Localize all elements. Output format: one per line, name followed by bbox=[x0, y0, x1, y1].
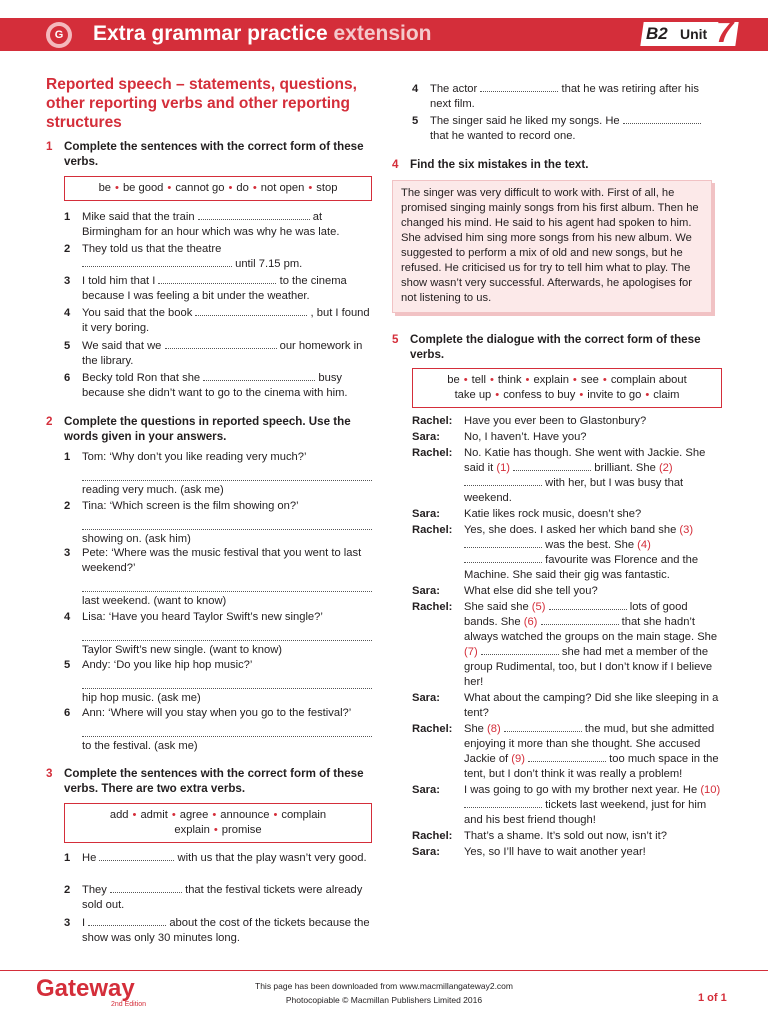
ex5-number: 5 bbox=[392, 333, 399, 346]
question-text: Tina: ‘Which screen is the film showing on?’ bbox=[82, 500, 299, 512]
answer-line[interactable] bbox=[82, 631, 372, 641]
dialogue-segment: Have you ever been to Glastonbury? bbox=[464, 415, 647, 427]
speaker-name: Sara: bbox=[412, 431, 440, 443]
item-pre: Becky told Ron that she bbox=[82, 372, 204, 384]
item-number: 3 bbox=[64, 917, 71, 929]
bullet-separator: • bbox=[525, 374, 530, 386]
word-option: be bbox=[447, 374, 460, 386]
ex3-item bbox=[64, 883, 372, 913]
dialogue-segment: tickets last weekend, just for him and his best friend though! bbox=[464, 799, 707, 826]
dialogue-segment: Yes, so I’ll have to wait another year! bbox=[464, 846, 646, 858]
answer-ending bbox=[64, 532, 372, 547]
dialogue-text bbox=[412, 845, 722, 860]
dialogue-segment: with her, but I was busy that weekend. bbox=[464, 477, 684, 504]
item-post: that the festival tickets were already sold out. bbox=[82, 884, 363, 911]
dialogue-text bbox=[412, 430, 722, 445]
dialogue-text bbox=[412, 783, 722, 828]
dialogue-text bbox=[412, 414, 722, 429]
answer-line[interactable] bbox=[82, 679, 372, 689]
word-option: agree bbox=[179, 809, 209, 821]
bullet-separator: • bbox=[115, 182, 119, 194]
dialogue-segment: favourite was Florence and the Machine. She said their gig was fantastic. bbox=[464, 554, 699, 581]
gap-number: (6) bbox=[523, 616, 538, 628]
dialogue-segment: Yes, she does. I asked her which band she bbox=[464, 524, 677, 536]
ex1-item bbox=[64, 210, 372, 240]
item-number: 1 bbox=[64, 451, 71, 463]
word-option: take up bbox=[454, 389, 492, 401]
gap-number: (5) bbox=[531, 601, 546, 613]
bullet-separator: • bbox=[579, 389, 584, 401]
bullet-separator: • bbox=[171, 809, 176, 821]
dialogue-segment: was the best. She bbox=[545, 539, 635, 551]
answer-gap[interactable] bbox=[481, 645, 559, 655]
item-text bbox=[64, 851, 372, 866]
item-number: 4 bbox=[412, 83, 419, 95]
item-pre: They bbox=[82, 884, 110, 896]
answer-ending bbox=[64, 483, 372, 498]
ex1-item bbox=[64, 274, 372, 304]
answer-gap[interactable] bbox=[541, 615, 619, 625]
item-post: about the cost of the tickets because the show was only 30 minutes long. bbox=[82, 917, 370, 944]
word-option: add bbox=[109, 809, 129, 821]
unit-number: 7 bbox=[716, 13, 734, 49]
item-question bbox=[64, 546, 372, 576]
question-text: Ann: ‘Where will you stay when you go to the festival?’ bbox=[82, 707, 352, 719]
item-text bbox=[64, 242, 372, 272]
word-option: be good bbox=[122, 182, 164, 194]
item-number: 4 bbox=[64, 307, 71, 319]
gap-number: (9) bbox=[511, 753, 525, 765]
ex1-item bbox=[64, 242, 372, 272]
dialogue-line bbox=[412, 722, 722, 782]
gap-number: (1) bbox=[496, 462, 511, 474]
item-number: 5 bbox=[64, 340, 71, 352]
item-text bbox=[64, 210, 372, 240]
speaker-name: Rachel: bbox=[412, 601, 453, 613]
word-option: invite to go bbox=[587, 389, 642, 401]
dialogue-segment: She said she bbox=[464, 601, 529, 613]
item-pre: He bbox=[82, 852, 100, 864]
answer-gap[interactable] bbox=[464, 538, 542, 548]
item-pre: You said that the book bbox=[82, 307, 196, 319]
ex1-item bbox=[64, 306, 372, 336]
answer-gap[interactable] bbox=[464, 553, 542, 563]
unit-level: B2 bbox=[646, 24, 668, 43]
item-text bbox=[64, 339, 372, 369]
question-text: Tom: ‘Why don’t you like reading very much?’ bbox=[82, 451, 307, 463]
dialogue-segment: too much space in the tent, but I don’t think it was really a problem! bbox=[464, 753, 719, 780]
ex3-number: 3 bbox=[46, 767, 53, 780]
dialogue-line bbox=[412, 845, 722, 860]
item-text bbox=[64, 371, 372, 401]
speaker-name: Rachel: bbox=[412, 830, 453, 842]
grammar-logo-icon: G bbox=[46, 22, 72, 48]
gap-number: (7) bbox=[464, 646, 478, 658]
item-number: 2 bbox=[64, 884, 71, 896]
bullet-separator: • bbox=[572, 374, 577, 386]
unit-label: Unit bbox=[680, 26, 708, 42]
dialogue-segment: She bbox=[464, 723, 484, 735]
item-number: 1 bbox=[64, 211, 71, 223]
dialogue-segment: What else did she tell you? bbox=[464, 585, 598, 597]
bullet-separator: • bbox=[273, 809, 278, 821]
ex2-number: 2 bbox=[46, 415, 53, 428]
bullet-separator: • bbox=[645, 389, 650, 401]
item-question bbox=[64, 658, 372, 673]
item-post: our homework in the library. bbox=[82, 340, 363, 367]
item-number: 6 bbox=[64, 372, 71, 384]
answer-gap[interactable] bbox=[528, 752, 606, 762]
bullet-separator: • bbox=[167, 182, 172, 194]
answer-line[interactable] bbox=[82, 471, 372, 481]
gap-number: (10) bbox=[700, 784, 721, 796]
answer-gap[interactable] bbox=[623, 114, 701, 124]
item-pre: We said that we bbox=[82, 340, 165, 352]
item-number: 4 bbox=[64, 611, 71, 623]
dialogue-segment: she had met a member of the group Rudimental, too, but I don’t know if I believe her! bbox=[464, 646, 713, 688]
word-option: promise bbox=[221, 824, 262, 836]
answer-ending bbox=[64, 594, 372, 609]
answer-gap[interactable] bbox=[464, 476, 542, 486]
answer-ending-text: last weekend. (want to know) bbox=[82, 595, 227, 607]
bullet-separator: • bbox=[463, 374, 468, 386]
item-pre: The actor bbox=[430, 83, 481, 95]
answer-gap[interactable] bbox=[464, 798, 542, 808]
answer-ending-text: to the festival. (ask me) bbox=[82, 740, 198, 752]
ex1-word-box bbox=[64, 176, 372, 201]
ex3-item bbox=[64, 851, 372, 866]
dialogue-line bbox=[412, 691, 722, 721]
dialogue-line bbox=[412, 523, 722, 583]
word-option: explain bbox=[174, 824, 210, 836]
item-number: 6 bbox=[64, 707, 71, 719]
dialogue-line bbox=[412, 446, 722, 506]
dialogue-segment: I was going to go with my brother next year. He bbox=[464, 784, 698, 796]
word-option: do bbox=[236, 182, 249, 194]
page-number: 1 of 1 bbox=[698, 992, 727, 1004]
footer-divider bbox=[0, 970, 768, 971]
ex5-instruction: Complete the dialogue with the correct form of these verbs. bbox=[410, 333, 701, 361]
answer-ending bbox=[64, 643, 372, 658]
title-main: Extra grammar practice bbox=[93, 22, 328, 45]
download-notice: This page has been downloaded from www.macmillangateway2.com bbox=[255, 981, 513, 991]
item-number: 5 bbox=[64, 659, 71, 671]
ex1-number: 1 bbox=[46, 140, 53, 153]
bullet-separator: • bbox=[495, 389, 500, 401]
dialogue-segment: No, I haven’t. Have you? bbox=[464, 431, 587, 443]
item-post: that he was retiring after his next film. bbox=[430, 83, 699, 110]
answer-ending-text: reading very much. (ask me) bbox=[82, 484, 224, 496]
ex2-item bbox=[64, 546, 372, 609]
word-line bbox=[71, 181, 365, 196]
dialogue-segment: No. Katie has though. She went with Jackie. She said it bbox=[464, 447, 706, 474]
ex1-item bbox=[64, 371, 372, 401]
gap-number: (4) bbox=[637, 539, 651, 551]
speaker-name: Rachel: bbox=[412, 524, 453, 536]
item-post: at Birmingham for an hour which was why he was late. bbox=[82, 211, 340, 238]
answer-gap[interactable] bbox=[158, 274, 276, 284]
gateway-logo: Gateway bbox=[36, 975, 135, 1002]
ex2-instruction: Complete the questions in reported speech. Use the words given in your answers. bbox=[64, 415, 351, 443]
bullet-separator: • bbox=[489, 374, 494, 386]
word-option: tell bbox=[471, 374, 486, 386]
item-number: 3 bbox=[64, 275, 71, 287]
answer-ending-text: hip hop music. (ask me) bbox=[82, 692, 201, 704]
question-text: Andy: ‘Do you like hip hop music?’ bbox=[82, 659, 253, 671]
item-text bbox=[64, 883, 372, 913]
item-post: until 7.15 pm. bbox=[235, 258, 303, 270]
word-option: complain bbox=[281, 809, 327, 821]
item-post: with us that the play wasn’t very good. bbox=[177, 852, 367, 864]
gap-number: (3) bbox=[679, 524, 694, 536]
ex5-word-box bbox=[412, 368, 722, 408]
answer-line[interactable] bbox=[82, 727, 372, 737]
page-title bbox=[93, 21, 432, 47]
edition-label: 2nd Edition bbox=[111, 1001, 147, 1008]
ex4-text-box: The singer was very difficult to work with. First of all, he promised singing mainly songs from his first album. Then he changed his mind. He said to his agent had spoken to him. She advised him sing more songs from his new album. We suggested to perform a mix of old and new songs, but he refused. He criticised us for try to tell him what to play. The show wasn’t very successful. Afterwards, he apologises for not listening to us. bbox=[392, 180, 712, 313]
dialogue-line bbox=[412, 600, 722, 690]
bullet-separator: • bbox=[213, 824, 218, 836]
ex2-item bbox=[64, 706, 372, 754]
item-post: that he wanted to record one. bbox=[430, 130, 576, 142]
answer-ending-text: showing on. (ask him) bbox=[82, 533, 191, 545]
word-option: not open bbox=[260, 182, 305, 194]
bullet-separator: • bbox=[228, 182, 233, 194]
answer-gap[interactable] bbox=[504, 722, 582, 732]
answer-gap[interactable] bbox=[82, 257, 232, 267]
speaker-name: Sara: bbox=[412, 692, 440, 704]
gap-number: (2) bbox=[658, 462, 673, 474]
word-line bbox=[419, 388, 715, 403]
dialogue-text bbox=[412, 691, 722, 721]
question-text: Lisa: ‘Have you heard Taylor Swift’s new single?’ bbox=[82, 611, 323, 623]
dialogue-segment: Katie likes rock music, doesn’t she? bbox=[464, 508, 642, 520]
item-number: 3 bbox=[64, 547, 71, 559]
ex2-item bbox=[64, 610, 372, 658]
word-option: see bbox=[580, 374, 599, 386]
ex3-word-box bbox=[64, 803, 372, 843]
ex5-dialogue bbox=[412, 414, 722, 861]
dialogue-line bbox=[412, 430, 722, 445]
dialogue-line bbox=[412, 507, 722, 522]
item-text bbox=[64, 274, 372, 304]
dialogue-line bbox=[412, 414, 722, 429]
answer-gap[interactable] bbox=[198, 210, 310, 220]
ex4-number: 4 bbox=[392, 158, 399, 171]
ex1-instruction: Complete the sentences with the correct form of these verbs. bbox=[64, 140, 364, 168]
word-line bbox=[71, 823, 365, 838]
answer-ending bbox=[64, 691, 372, 706]
bullet-separator: • bbox=[212, 809, 217, 821]
item-post: busy because she didn’t want to go to the cinema with him. bbox=[82, 372, 348, 399]
word-option: stop bbox=[316, 182, 338, 194]
item-text bbox=[412, 114, 722, 144]
ex3-heading bbox=[46, 767, 372, 796]
dialogue-line bbox=[412, 829, 722, 844]
ex3-instruction: Complete the sentences with the correct form of these verbs. There are two extra verbs. bbox=[64, 767, 364, 795]
item-question bbox=[64, 499, 372, 514]
item-text bbox=[64, 916, 372, 946]
answer-gap[interactable] bbox=[549, 600, 627, 610]
item-post: to the cinema because I was feeling a bit under the weather. bbox=[82, 275, 347, 302]
answer-gap[interactable] bbox=[513, 461, 591, 471]
item-question bbox=[64, 610, 372, 625]
answer-gap[interactable] bbox=[110, 883, 182, 893]
item-text bbox=[412, 82, 722, 112]
header-bar bbox=[0, 13, 768, 51]
answer-line[interactable] bbox=[82, 520, 372, 530]
dialogue-text bbox=[412, 507, 722, 522]
ex4-instruction: Find the six mistakes in the text. bbox=[410, 158, 589, 171]
speaker-name: Rachel: bbox=[412, 723, 453, 735]
ex4-heading bbox=[392, 158, 722, 173]
ex2-item bbox=[64, 658, 372, 706]
word-option: be bbox=[98, 182, 112, 194]
item-question bbox=[64, 706, 372, 721]
answer-gap[interactable] bbox=[480, 82, 558, 92]
ex3-item bbox=[412, 82, 722, 112]
dialogue-text bbox=[412, 829, 722, 844]
word-option: confess to buy bbox=[503, 389, 576, 401]
item-pre: Mike said that the train bbox=[82, 211, 198, 223]
item-number: 5 bbox=[412, 115, 419, 127]
word-option: admit bbox=[140, 809, 168, 821]
item-post: , but I found it very boring. bbox=[82, 307, 370, 334]
item-pre: They told us that the theatre bbox=[82, 243, 222, 255]
word-line bbox=[71, 808, 365, 823]
word-option: announce bbox=[220, 809, 270, 821]
item-number: 2 bbox=[64, 500, 71, 512]
ex2-item bbox=[64, 450, 372, 498]
answer-line[interactable] bbox=[82, 582, 372, 592]
dialogue-text bbox=[412, 523, 722, 583]
item-number: 1 bbox=[64, 852, 71, 864]
word-option: complain about bbox=[610, 374, 687, 386]
item-question bbox=[64, 450, 372, 465]
dialogue-segment: the mud, but she admitted enjoying it more than she thought. She accused Jackie of bbox=[464, 723, 715, 765]
dialogue-text bbox=[412, 600, 722, 690]
ex1-item bbox=[64, 339, 372, 369]
item-text bbox=[64, 306, 372, 336]
ex1-heading bbox=[46, 140, 372, 169]
title-extension: extension bbox=[333, 22, 432, 45]
word-option: claim bbox=[653, 389, 680, 401]
item-number: 2 bbox=[64, 243, 71, 255]
ex2-heading bbox=[46, 415, 372, 444]
word-line bbox=[419, 373, 715, 388]
answer-gap[interactable] bbox=[99, 851, 174, 861]
speaker-name: Sara: bbox=[412, 784, 440, 796]
dialogue-segment: What about the camping? Did she like sleeping in a tent? bbox=[464, 692, 719, 719]
dialogue-text bbox=[412, 584, 722, 599]
item-pre: The singer said he liked my songs. He bbox=[430, 115, 623, 127]
item-pre: I told him that I bbox=[82, 275, 159, 287]
dialogue-text bbox=[412, 446, 722, 506]
bullet-separator: • bbox=[132, 809, 137, 821]
section-title: Reported speech – statements, questions, other reporting verbs and other reporting structures bbox=[46, 76, 357, 131]
dialogue-line bbox=[412, 584, 722, 599]
question-text: Pete: ‘Where was the music festival that you went to last weekend?’ bbox=[82, 547, 362, 574]
speaker-name: Sara: bbox=[412, 585, 440, 597]
answer-ending bbox=[64, 739, 372, 754]
word-option: think bbox=[497, 374, 522, 386]
bullet-separator: • bbox=[308, 182, 313, 194]
answer-ending-text: Taylor Swift’s new single. (want to know) bbox=[82, 644, 283, 656]
dialogue-segment: That’s a shame. It’s sold out now, isn’t it? bbox=[464, 830, 667, 842]
ex3-item bbox=[412, 114, 722, 144]
speaker-name: Sara: bbox=[412, 508, 440, 520]
word-option: cannot go bbox=[175, 182, 225, 194]
ex3-item bbox=[64, 916, 372, 946]
dialogue-line bbox=[412, 783, 722, 828]
speaker-name: Rachel: bbox=[412, 415, 453, 427]
bullet-separator: • bbox=[252, 182, 257, 194]
bullet-separator: • bbox=[602, 374, 607, 386]
ex5-heading bbox=[392, 333, 722, 362]
answer-gap[interactable] bbox=[165, 339, 277, 349]
speaker-name: Rachel: bbox=[412, 447, 453, 459]
answer-gap[interactable] bbox=[195, 306, 307, 316]
item-pre: I bbox=[82, 917, 89, 929]
gap-number: (8) bbox=[487, 723, 501, 735]
word-option: explain bbox=[533, 374, 569, 386]
speaker-name: Sara: bbox=[412, 846, 440, 858]
answer-gap[interactable] bbox=[203, 371, 315, 381]
dialogue-segment: lots of good bands. She bbox=[464, 601, 688, 628]
answer-gap[interactable] bbox=[88, 916, 166, 926]
dialogue-segment: that she hadn’t always watched the groups on the main stage. She bbox=[464, 616, 718, 643]
ex2-item bbox=[64, 499, 372, 547]
dialogue-text bbox=[412, 722, 722, 782]
copyright-notice: Photocopiable © Macmillan Publishers Limited 2016 bbox=[285, 995, 483, 1005]
dialogue-segment: brilliant. She bbox=[594, 462, 656, 474]
